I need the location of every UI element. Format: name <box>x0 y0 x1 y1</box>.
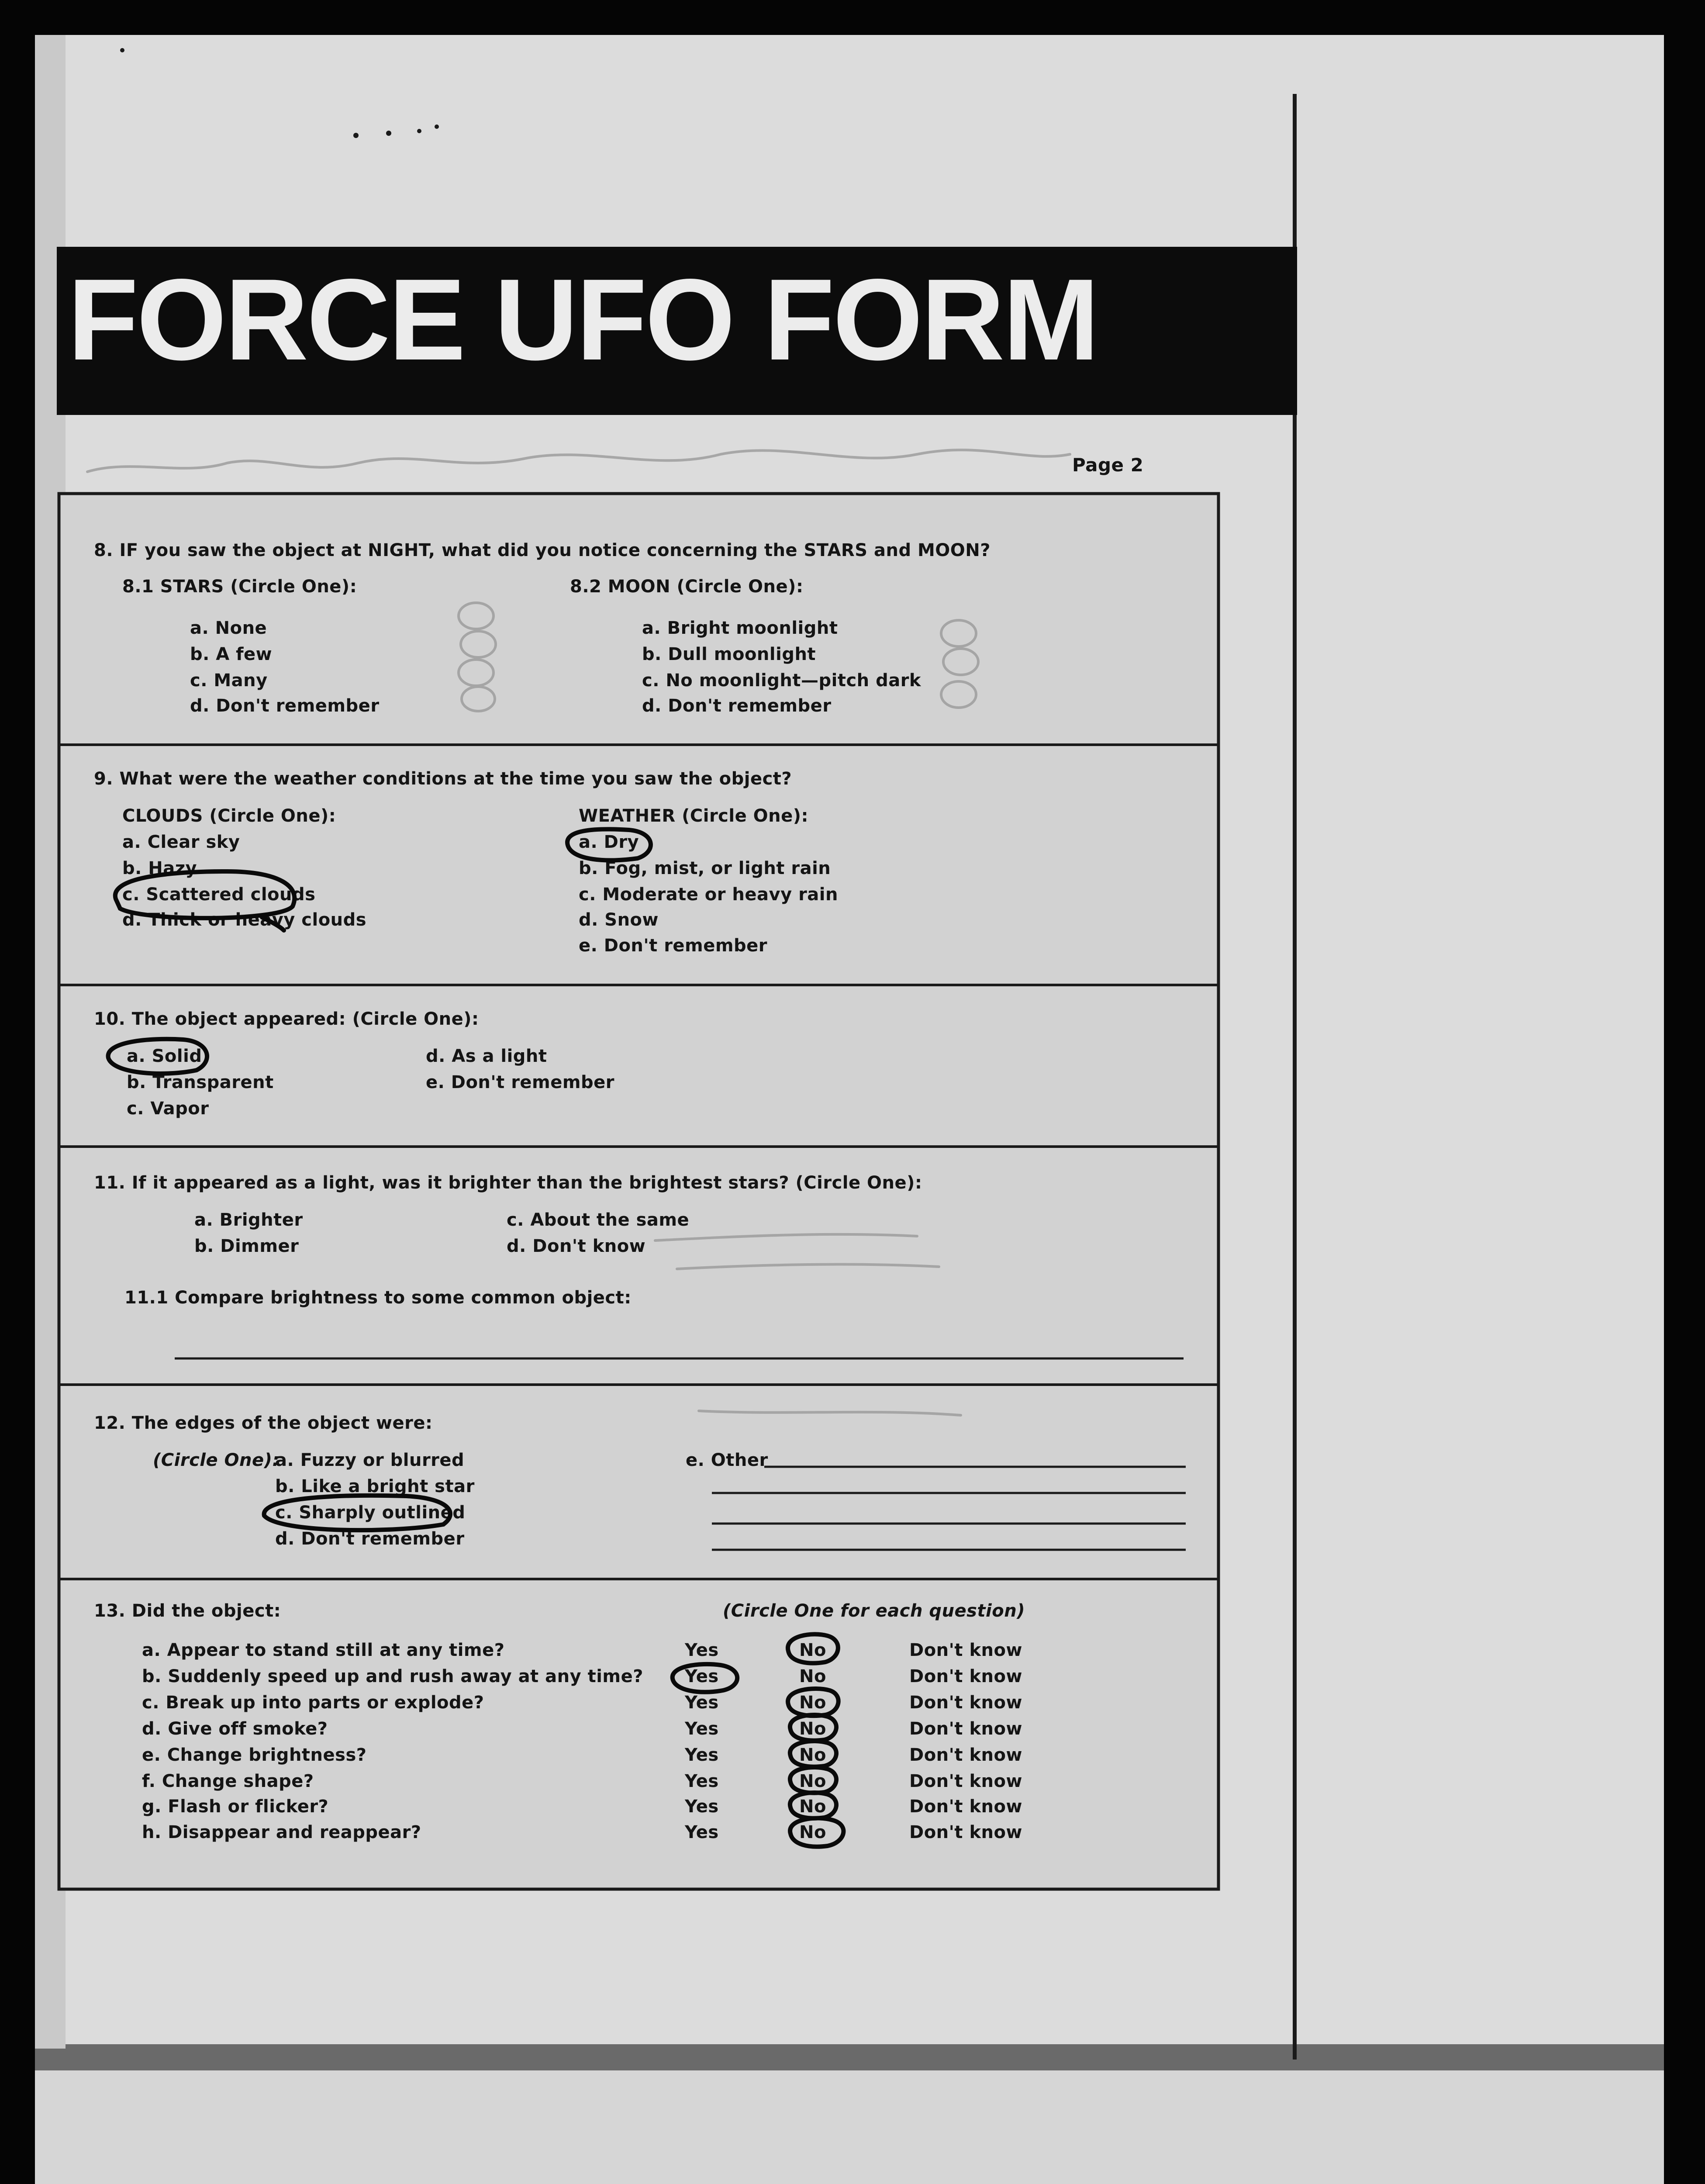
q12-circle-one: (Circle One): <box>153 1450 280 1470</box>
q10-question: 10. The object appeared: (Circle One): <box>94 1009 479 1029</box>
q13-no: No <box>799 1719 826 1739</box>
q8-moon-c: c. No moonlight—pitch dark <box>642 670 922 691</box>
q13-no: No <box>799 1640 826 1660</box>
q9-weather-a: a. Dry <box>579 832 639 852</box>
q9-clouds-c: c. Scattered clouds <box>122 885 316 905</box>
q9-clouds-a: a. Clear sky <box>122 832 240 852</box>
q13-no: No <box>799 1666 826 1686</box>
q11-option-a: a. Brighter <box>194 1210 303 1230</box>
q13-item-d: d. Give off smoke? <box>142 1719 328 1739</box>
q9-clouds-d: d. Thick or heavy clouds <box>122 910 367 930</box>
q8-moon-a: a. Bright moonlight <box>642 618 838 638</box>
q8-stars-d: d. Don't remember <box>190 696 380 716</box>
q13-item-c: c. Break up into parts or explode? <box>142 1693 484 1713</box>
q12-option-a: a. Fuzzy or blurred <box>275 1450 465 1470</box>
q9-weather-d: d. Snow <box>579 910 659 930</box>
q13-item-a: a. Appear to stand still at any time? <box>142 1640 505 1660</box>
q13-dont-know: Don't know <box>909 1693 1022 1713</box>
q13-no: No <box>799 1745 826 1765</box>
q12-option-b: b. Like a bright star <box>275 1476 475 1496</box>
q13-item-f: f. Change shape? <box>142 1771 314 1791</box>
q10-option-a: a. Solid <box>127 1046 202 1066</box>
q13-no: No <box>799 1822 826 1842</box>
q13-no: No <box>799 1771 826 1791</box>
q10-option-e: e. Don't remember <box>426 1072 615 1092</box>
q9-weather-e: e. Don't remember <box>579 936 768 956</box>
q13-no: No <box>799 1797 826 1817</box>
q11-option-c: c. About the same <box>507 1210 690 1230</box>
q13-dont-know: Don't know <box>909 1745 1022 1765</box>
q12-option-d: d. Don't remember <box>275 1529 465 1549</box>
q13-question: 13. Did the object: <box>94 1601 281 1621</box>
q10-option-b: b. Transparent <box>127 1072 274 1092</box>
q9-weather-c: c. Moderate or heavy rain <box>579 885 838 905</box>
q12-other-label: e. Other <box>686 1450 768 1470</box>
q8-moon-d: d. Don't remember <box>642 696 832 716</box>
q9-question: 9. What were the weather conditions at the time you saw the object? <box>94 769 792 789</box>
q10-option-c: c. Vapor <box>127 1099 209 1119</box>
q13-yes: Yes <box>685 1771 719 1791</box>
q11-question: 11. If it appeared as a light, was it brighter than the brightest stars? (Circle One): <box>94 1173 922 1193</box>
q8-stars-heading: 8.1 STARS (Circle One): <box>122 577 357 597</box>
q8-stars-a: a. None <box>190 618 267 638</box>
q13-yes: Yes <box>685 1822 719 1842</box>
q13-yes: Yes <box>685 1666 719 1686</box>
form-title: FORCE UFO FORM <box>68 255 1098 384</box>
q11-sub-question: 11.1 Compare brightness to some common object: <box>124 1288 632 1308</box>
q13-item-e: e. Change brightness? <box>142 1745 367 1765</box>
q11-option-b: b. Dimmer <box>194 1236 299 1256</box>
q8-question: 8. IF you saw the object at NIGHT, what did you notice concerning the STARS and MOON? <box>94 540 991 560</box>
q13-no: No <box>799 1693 826 1713</box>
q13-dont-know: Don't know <box>909 1666 1022 1686</box>
q12-option-c: c. Sharply outlined <box>275 1503 466 1523</box>
q13-yes: Yes <box>685 1693 719 1713</box>
q8-moon-b: b. Dull moonlight <box>642 644 816 664</box>
q13-yes: Yes <box>685 1640 719 1660</box>
q13-dont-know: Don't know <box>909 1822 1022 1842</box>
q9-weather-b: b. Fog, mist, or light rain <box>579 858 831 878</box>
q13-item-b: b. Suddenly speed up and rush away at any time? <box>142 1666 643 1686</box>
q10-option-d: d. As a light <box>426 1046 547 1066</box>
q13-dont-know: Don't know <box>909 1797 1022 1817</box>
q9-clouds-heading: CLOUDS (Circle One): <box>122 806 336 826</box>
q9-clouds-b: b. Hazy <box>122 858 197 878</box>
q13-dont-know: Don't know <box>909 1640 1022 1660</box>
q13-yes: Yes <box>685 1797 719 1817</box>
q12-question: 12. The edges of the object were: <box>94 1413 433 1433</box>
page-number: Page 2 <box>1072 454 1144 476</box>
underlying-page <box>35 2053 1664 2184</box>
q8-moon-heading: 8.2 MOON (Circle One): <box>570 577 804 597</box>
q8-stars-b: b. A few <box>190 644 273 664</box>
q9-weather-heading: WEATHER (Circle One): <box>579 806 809 826</box>
q13-dont-know: Don't know <box>909 1719 1022 1739</box>
q11-option-d: d. Don't know <box>507 1236 646 1256</box>
q13-item-g: g. Flash or flicker? <box>142 1797 329 1817</box>
q8-stars-c: c. Many <box>190 670 268 691</box>
q13-dont-know: Don't know <box>909 1771 1022 1791</box>
q13-yes: Yes <box>685 1745 719 1765</box>
q13-instruction: (Circle One for each question) <box>723 1601 1025 1621</box>
q13-yes: Yes <box>685 1719 719 1739</box>
q13-item-h: h. Disappear and reappear? <box>142 1822 421 1842</box>
